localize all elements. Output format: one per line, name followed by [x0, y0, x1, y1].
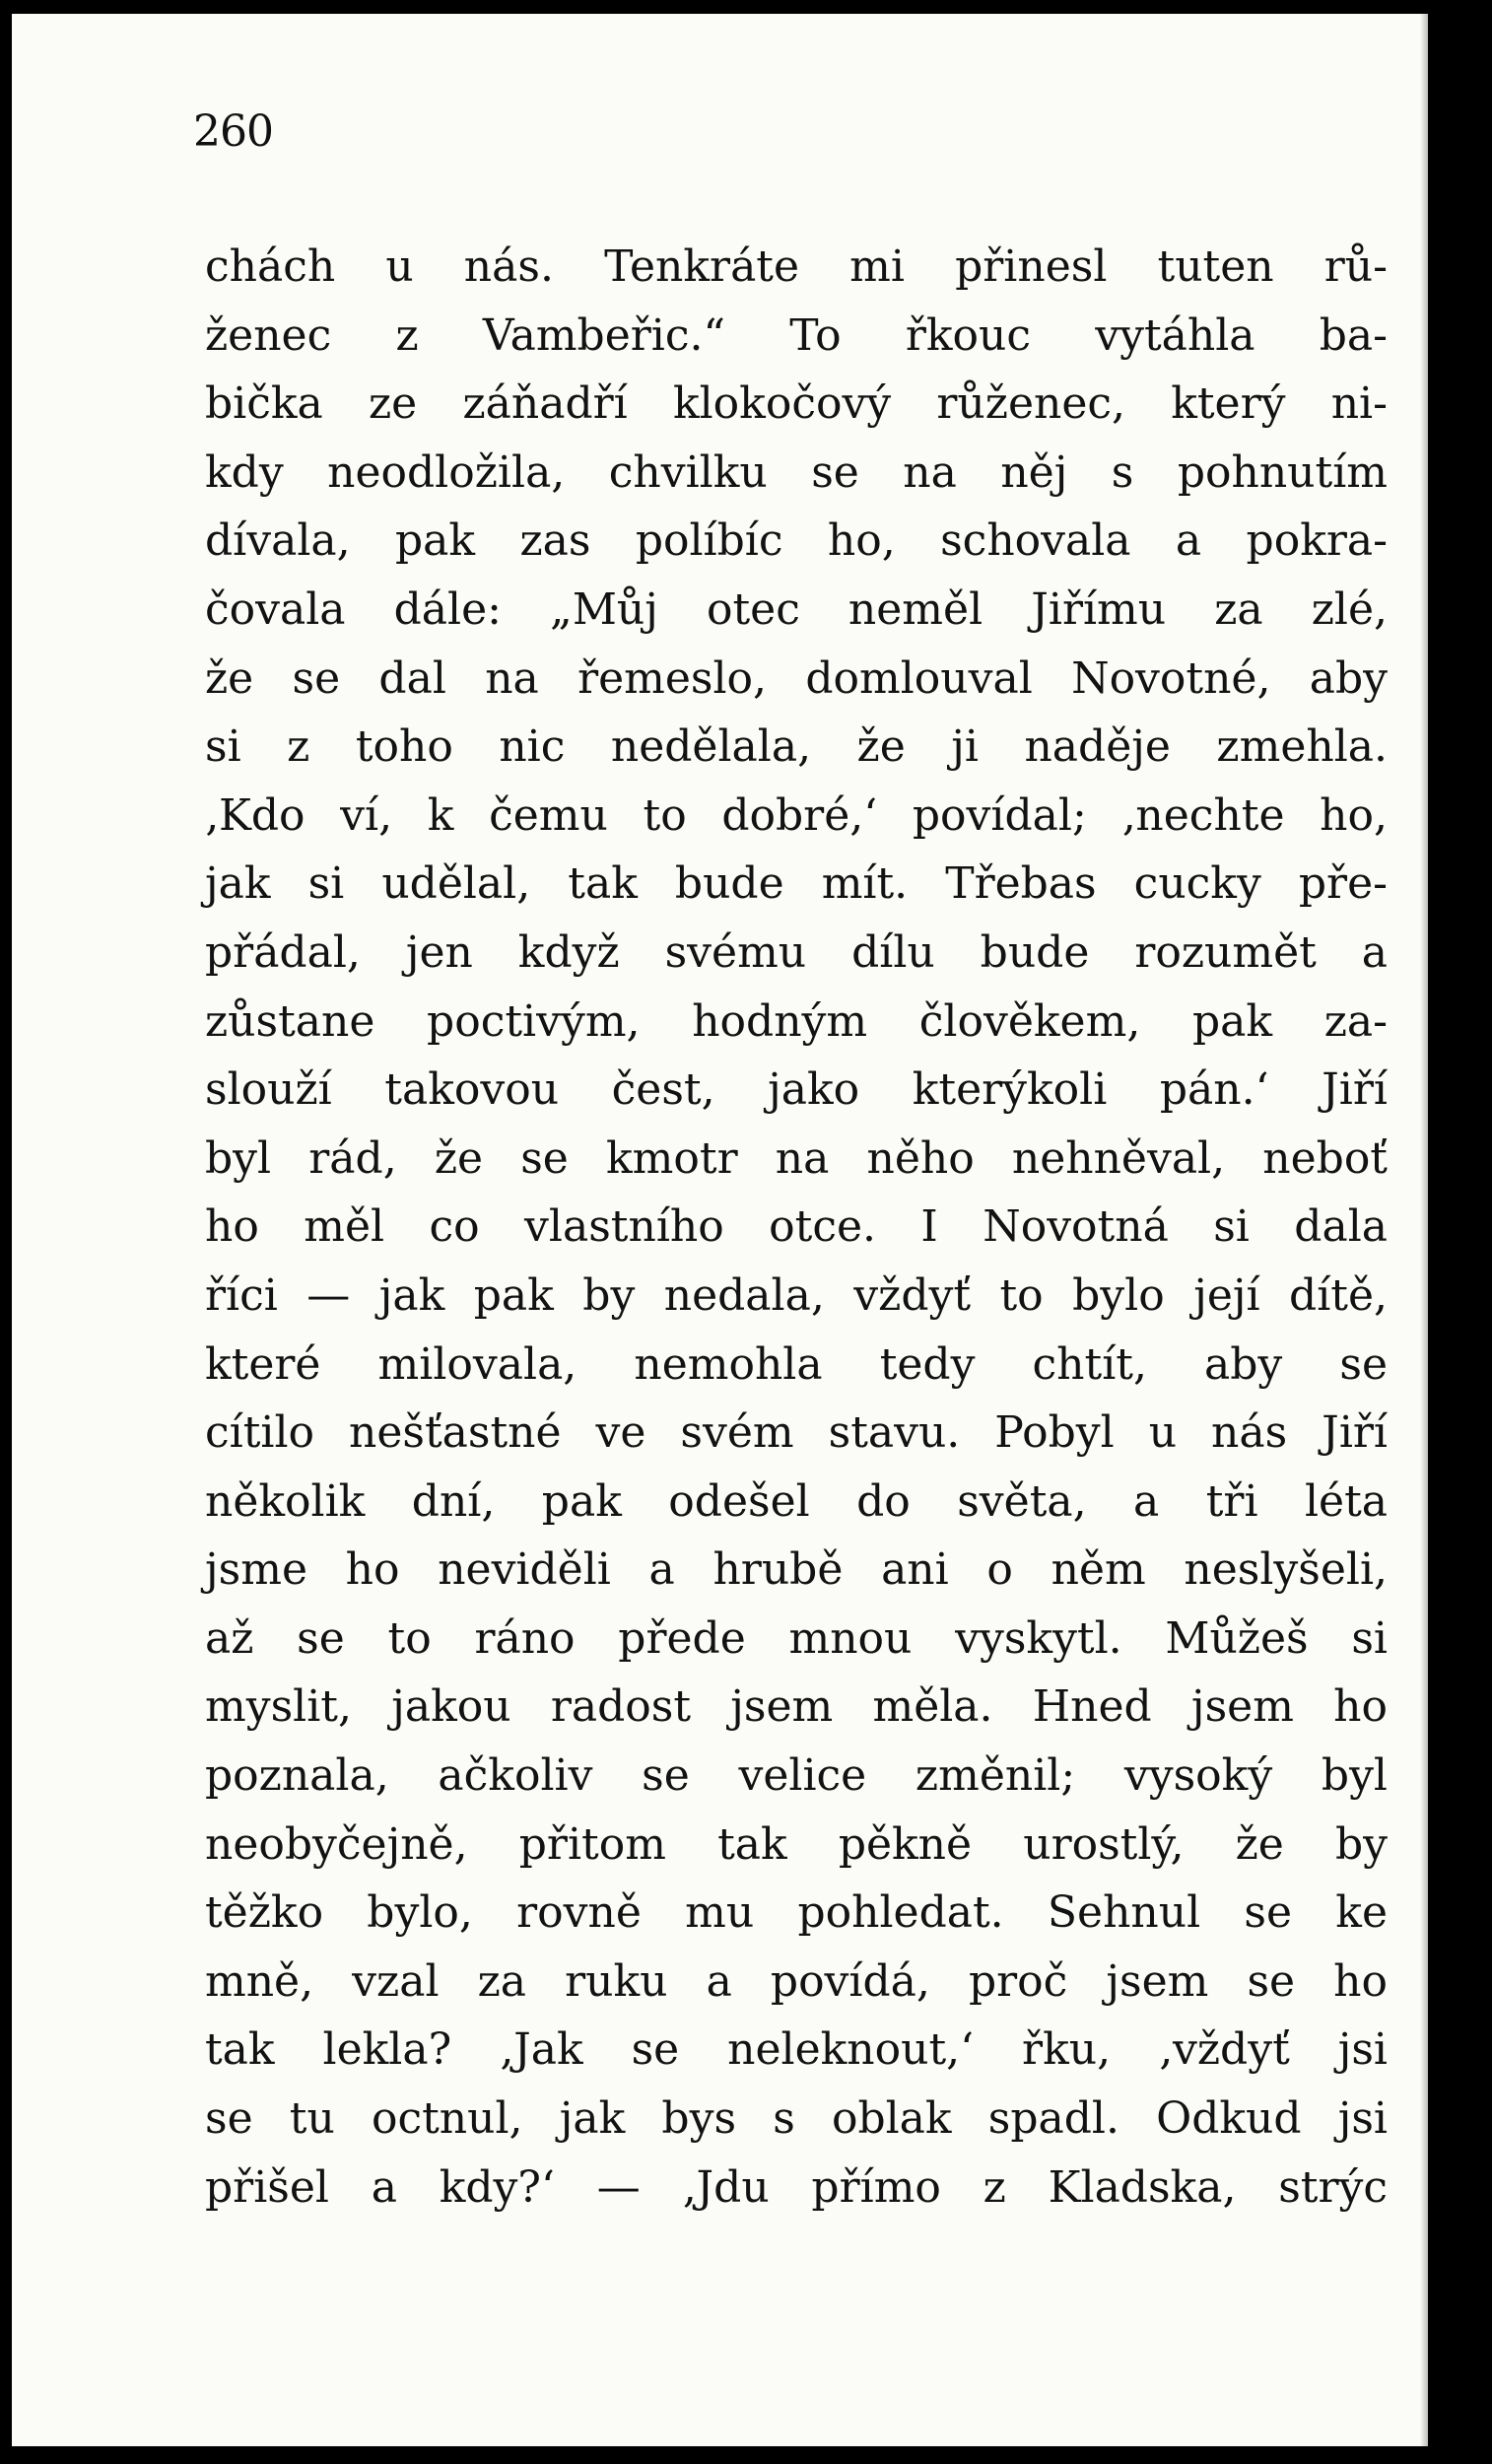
text-line: dívala, pak zas políbíc ho, schovala a pokra- — [205, 515, 1388, 567]
text-line: které milovala, nemohla tedy chtít, aby se — [205, 1338, 1388, 1390]
text-line: čovala dále: „Můj otec neměl Jiřímu za zlé, — [205, 583, 1388, 635]
scan-edge-shadow — [1420, 14, 1428, 2446]
body-text — [205, 233, 1388, 2222]
text-line: se tu octnul, jak bys s oblak spadl. Odkud jsi — [205, 2093, 1388, 2145]
text-line: neobyčejně, přitom tak pěkně urostlý, že by — [205, 1818, 1388, 1870]
text-line: jsme ho neviděli a hrubě ani o něm neslyšeli, — [205, 1544, 1388, 1596]
book-page — [12, 14, 1428, 2446]
text-line: těžko bylo, rovně mu pohledat. Sehnul se ke — [205, 1887, 1388, 1939]
text-line: si z toho nic nedělala, že ji naděje zmehla. — [205, 721, 1388, 773]
text-line: ‚Kdo ví, k čemu to dobré,‘ povídal; ‚nechte ho, — [205, 789, 1388, 841]
text-line: přádal, jen když svému dílu bude rozumět a — [205, 926, 1388, 978]
text-line: myslit, jakou radost jsem měla. Hned jsem ho — [205, 1681, 1388, 1733]
text-line: chách u nás. Tenkráte mi přinesl tuten rů- — [205, 241, 1388, 292]
text-line: zůstane poctivým, hodným člověkem, pak za- — [205, 995, 1388, 1047]
text-line: jak si udělal, tak bude mít. Třebas cucky pře- — [205, 858, 1388, 910]
text-line: že se dal na řemeslo, domlouval Novotné, aby — [205, 652, 1388, 704]
text-line: kdy neodložila, chvilku se na něj s pohnutím — [205, 446, 1388, 498]
text-line: tak lekla? ‚Jak se neleknout,‘ řku, ‚vždyť jsi — [205, 2024, 1388, 2076]
page-number: 260 — [193, 106, 273, 157]
text-line: byl rád, že se kmotr na něho nehněval, neboť — [205, 1132, 1388, 1184]
text-line: bička ze záňadří klokočový růženec, který ni- — [205, 378, 1388, 430]
text-line: slouží takovou čest, jako kterýkoli pán.‘ Jiří — [205, 1064, 1388, 1116]
text-line: mně, vzal za ruku a povídá, proč jsem se ho — [205, 1955, 1388, 2007]
text-line: cítilo nešťastné ve svém stavu. Pobyl u nás Jiří — [205, 1407, 1388, 1459]
text-line: několik dní, pak odešel do světa, a tři léta — [205, 1475, 1388, 1527]
text-line: přišel a kdy?‘ — ‚Jdu přímo z Kladska, strýc — [205, 2161, 1388, 2213]
text-line: ženec z Vambeřic.“ To řkouc vytáhla ba- — [205, 309, 1388, 361]
text-line: poznala, ačkoliv se velice změnil; vysoký byl — [205, 1750, 1388, 1802]
text-line: ho měl co vlastního otce. I Novotná si dala — [205, 1201, 1388, 1253]
text-line: až se to ráno přede mnou vyskytl. Můžeš si — [205, 1612, 1388, 1664]
text-line: říci — jak pak by nedala, vždyť to bylo její dítě, — [205, 1269, 1388, 1321]
